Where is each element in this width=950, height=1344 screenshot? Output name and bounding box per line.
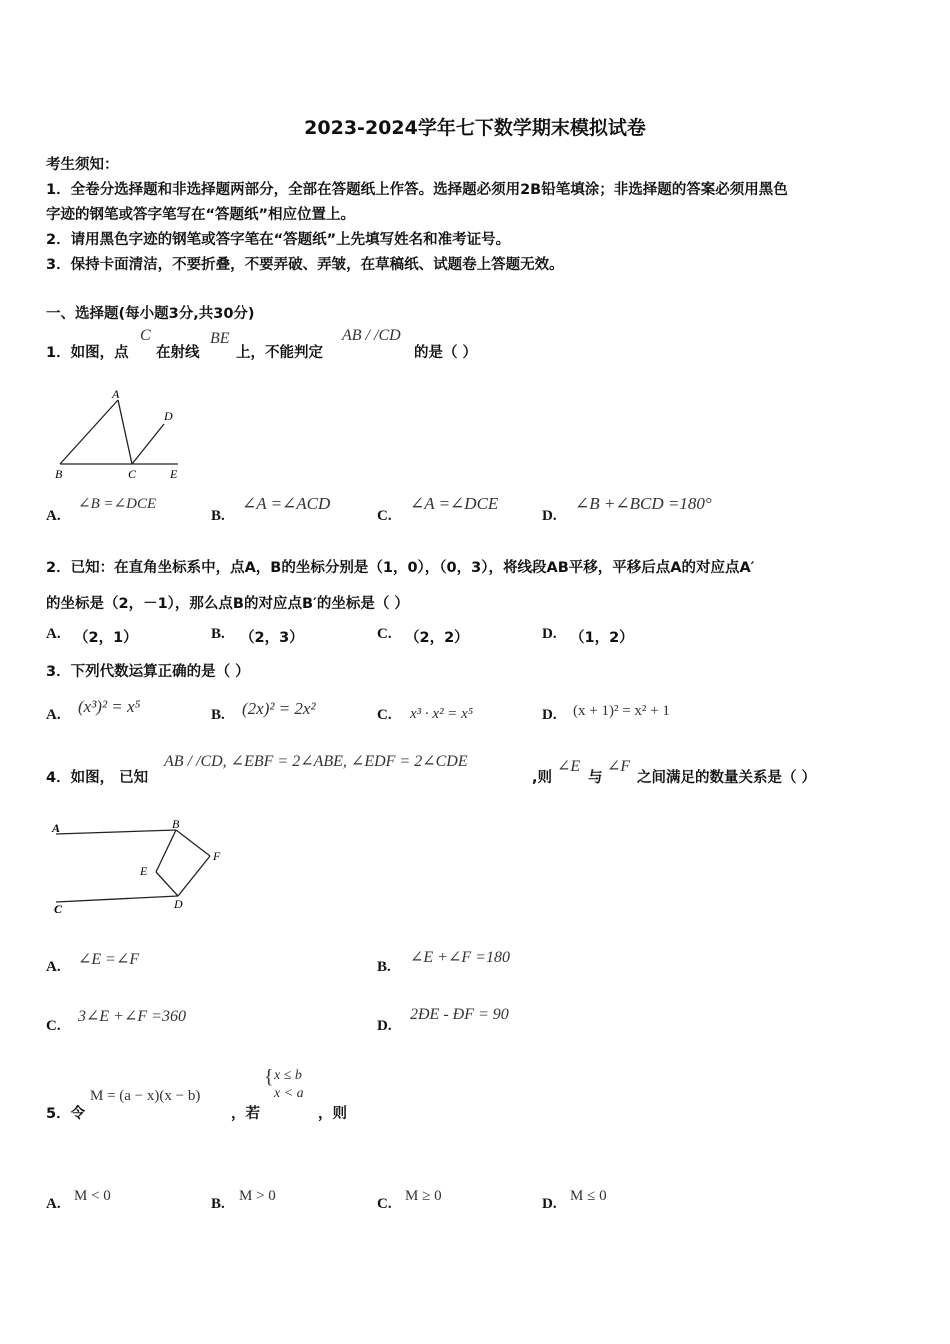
q3-option-c-label: C. [377, 707, 392, 723]
q5-option-a-label: A. [46, 1196, 61, 1212]
section-heading: 一、选择题(每小题3分,共30分) [46, 306, 255, 322]
q5-option-c: M ≥ 0 [405, 1188, 442, 1204]
q1-option-b-label: B. [211, 508, 225, 524]
q4-label-c: C [54, 902, 63, 916]
q1-math-c: C [140, 327, 151, 344]
q2-option-a: （2，1） [74, 630, 138, 646]
q5-option-a: M < 0 [74, 1188, 111, 1204]
q2-option-a-label: A. [46, 626, 61, 642]
q3-option-b: (2x)² = 2x² [242, 699, 316, 718]
q1-label-e: E [170, 467, 178, 481]
notice-item-1-line-1: 1．全卷分选择题和非选择题两部分，全部在答题纸上作答。选择题必须用2B铅笔填涂；非选择题的答案必须用黑色 [46, 182, 788, 198]
q1-label-a: A [112, 387, 120, 401]
q5-system-brace: { [264, 1066, 274, 1088]
q1-math-be: BE [210, 330, 230, 347]
q5-option-c-label: C. [377, 1196, 392, 1212]
q4-option-b-label: B. [377, 959, 391, 975]
q4-label-b: B [172, 817, 180, 831]
q2-option-b: （2，3） [240, 630, 304, 646]
q4-condition: AB / /CD, ∠EBF = 2∠ABE, ∠EDF = 2∠CDE [164, 753, 468, 770]
q2-option-d: （1，2） [570, 630, 634, 646]
q4-text-4: 之间满足的数量关系是（ ） [637, 770, 817, 786]
q4-math-f: ∠F [607, 758, 631, 775]
q1-option-a-label: A. [46, 508, 61, 524]
q2-option-c: （2，2） [405, 630, 469, 646]
q4-text-1: 4．如图， 已知 [46, 770, 149, 786]
q1-text-2: 在射线 [156, 345, 200, 361]
q4-text-2: ,则 [532, 770, 553, 786]
q4-label-e: E [140, 864, 148, 878]
q5-system-line-2: x < a [274, 1086, 304, 1101]
q4-option-b: ∠E +∠F =180 [410, 949, 510, 966]
q1-option-c-label: C. [377, 508, 392, 524]
q4-text-3: 与 [588, 770, 603, 786]
q1-option-b: ∠A =∠ACD [242, 494, 331, 513]
q4-option-a: ∠E =∠F [78, 951, 140, 968]
q1-label-c: C [128, 467, 137, 481]
q5-system-line-1: x ≤ b [274, 1068, 302, 1083]
q5-math-m-definition: M = (a − x)(x − b) [90, 1088, 201, 1104]
q5-option-d-label: D. [542, 1196, 557, 1212]
notice-item-3: 3．保持卡面清洁，不要折叠，不要弄破、弄皱，在草稿纸、试题卷上答题无效。 [46, 257, 564, 273]
q5-option-b: M > 0 [239, 1188, 276, 1204]
q1-label-d: D [164, 409, 173, 423]
q2-option-b-label: B. [211, 626, 225, 642]
page-title: 2023-2024学年七下数学期末模拟试卷 [304, 117, 646, 139]
q1-option-c: ∠A =∠DCE [410, 494, 499, 513]
q2-option-d-label: D. [542, 626, 557, 642]
q2-line-1: 2．已知：在直角坐标系中，点A，B的坐标分别是（1，0），（0，3），将线段AB平移，平移后点A的对应点A′ [46, 560, 755, 576]
q1-text-3: 上，不能判定 [236, 345, 323, 361]
q1-math-ab-cd: AB / /CD [342, 327, 401, 344]
q4-label-a: A [52, 821, 61, 835]
q3-text: 3．下列代数运算正确的是（ ） [46, 664, 250, 680]
notice-item-2: 2．请用黑色字迹的钢笔或答字笔在“答题纸”上先填写姓名和准考证号。 [46, 232, 511, 248]
q4-option-a-label: A. [46, 959, 61, 975]
q2-line-2: 的坐标是（2，－1），那么点B的对应点B′的坐标是（ ） [46, 596, 409, 612]
q5-text-1: 5．令 [46, 1106, 86, 1122]
q4-label-d: D [174, 897, 183, 911]
q3-option-d: (x + 1)² = x² + 1 [573, 703, 670, 719]
q1-option-a: ∠B =∠DCE [78, 496, 157, 512]
q1-text-4: 的是（ ） [414, 345, 478, 361]
q1-figure [50, 382, 190, 484]
q1-label-b: B [55, 467, 63, 481]
q3-option-c: x³ · x² = x⁵ [410, 706, 474, 722]
q4-option-c: 3∠E +∠F =360 [78, 1008, 186, 1025]
q3-option-d-label: D. [542, 707, 557, 723]
q2-option-c-label: C. [377, 626, 392, 642]
q3-option-a: (x³)² = x⁵ [78, 697, 141, 716]
q4-math-e: ∠E [557, 758, 581, 775]
q4-figure [48, 812, 238, 920]
notice-item-1-line-2: 字迹的钢笔或答字笔写在“答题纸”相应位置上。 [46, 207, 356, 223]
q1-option-d: ∠B +∠BCD =180° [575, 494, 712, 513]
q5-text-3: ，则 [318, 1106, 347, 1122]
q4-option-d: 2ÐE - ÐF = 90 [410, 1006, 509, 1023]
q3-option-b-label: B. [211, 707, 225, 723]
q5-text-2: ，若 [231, 1106, 260, 1122]
q1-option-d-label: D. [542, 508, 557, 524]
q4-option-c-label: C. [46, 1018, 61, 1034]
q4-label-f: F [213, 849, 221, 863]
notice-heading: 考生须知： [46, 157, 119, 173]
q4-option-d-label: D. [377, 1018, 392, 1034]
q5-option-d: M ≤ 0 [570, 1188, 607, 1204]
q5-option-b-label: B. [211, 1196, 225, 1212]
q1-text-1: 1．如图，点 [46, 345, 129, 361]
q3-option-a-label: A. [46, 707, 61, 723]
